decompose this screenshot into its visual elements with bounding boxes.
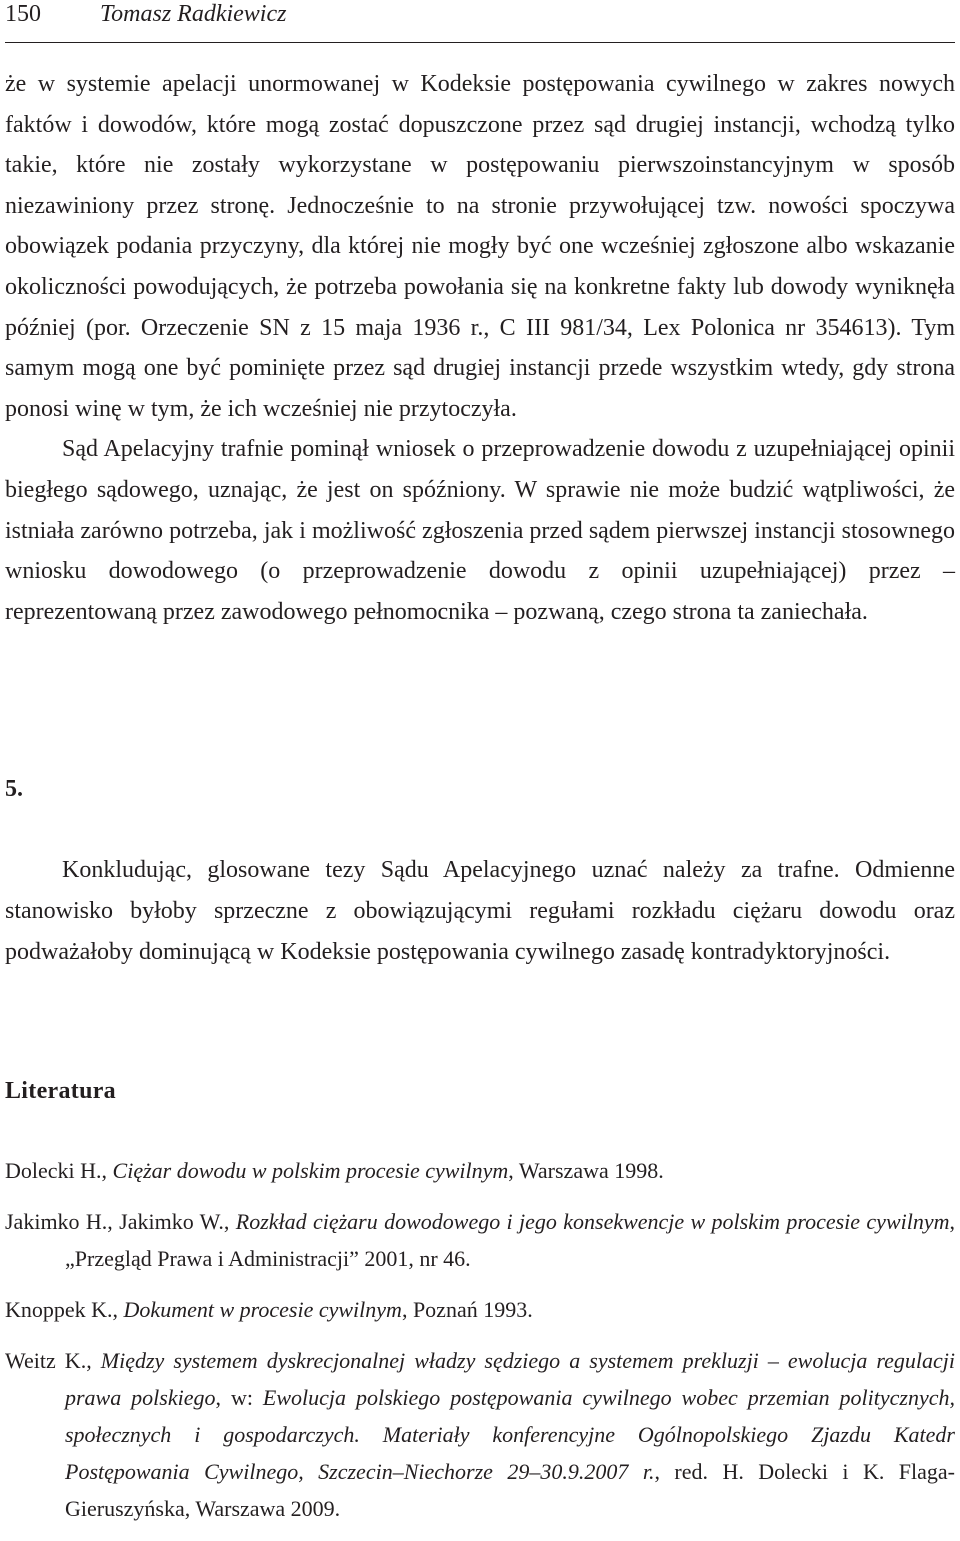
literature-heading: Literatura [5,1078,116,1104]
reference-item [5,1203,955,1277]
reference-details: , Warszawa 1998. [508,1158,664,1183]
body-text [5,64,955,632]
body-paragraph-1: że w systemie apelacji unormowanej w Kodeksie postępowania cywilnego w zakres nowych faktów i dowodów, które mogą zostać dopuszczone przez sąd drugiej instancji, wchodzą tylko takie, które nie zostały wykorzystane w postępowaniu pierwszoinstancyjnym w sposób niezawiniony przez stronę. Jednocześnie to na stronie przywołującej tzw. nowości spoczywa obowiązek podania przyczyny, dla której nie mogły być one wcześniej zgłoszone albo wskazanie okoliczności powodujących, że potrzeba powołania się na konkretne fakty lub dowody wyniknęła później (por. Orzeczenie SN z 15 maja 1936 r., C III 981/34, Lex Polonica nr 354613). Tym samym mogą one być pominięte przez sąd drugiej instancji przede wszystkim wtedy, gdy strona ponosi winę w tym, że ich wcześniej nie przytoczyła. [5,71,955,422]
reference-author: Knoppek K., [5,1297,119,1322]
reference-title: Dokument w procesie cywilnym [123,1297,402,1322]
reference-details: , Poznań 1993. [401,1297,533,1322]
conclusion-paragraph: Konkludując, glosowane tezy Sądu Apelacyjnego uznać należy za trafne. Odmienne stanowisko byłoby sprzeczne z obowiązującymi regułami rozkładu ciężaru dowodu oraz podważałoby dominującą w Kodeksie postępowania cywilnego zasadę kontradyktoryjności. [5,857,955,965]
reference-title: Rozkład ciężaru dowodowego i jego konsekwencje w polskim procesie cywilnym [235,1209,950,1234]
reference-author: Jakimko H., Jakimko W., [5,1209,230,1234]
reference-title: Ciężar dowodu w polskim procesie cywilnym [112,1158,509,1183]
body-paragraph-2: Sąd Apelacyjny trafnie pominął wniosek o przeprowadzenie dowodu z uzupełniającej opinii biegłego sądowego, uznając, że jest on spóźniony. W sprawie nie może budzić wątpliwości, że istniała zarówno potrzeba, jak i możliwość zgłoszenia przed sądem pierwszej instancji stosownego wniosku dowodowego (o przeprowadzenie dowodu z opinii uzupełniającej) przez – reprezentowaną przez zawodowego pełnomocnika – pozwaną, czego strona ta zaniechała. [5,436,955,625]
running-head-author: Tomasz Radkiewicz [100,1,287,27]
reference-author: Weitz K., [5,1348,92,1373]
page-header [5,0,955,43]
reference-item [5,1291,955,1328]
reference-list [5,1152,955,1541]
reference-connector: , w: [215,1385,263,1410]
reference-item [5,1152,955,1189]
reference-details: , „Przegląd Prawa i Administracji” 2001, nr 46. [65,1209,955,1271]
book-page [5,0,956,1521]
reference-author: Dolecki H., [5,1158,108,1183]
reference-title: Między systemem dyskrecjonalnej władzy sędziego a systemem prekluzji – ewolucja regulacji prawa polskiego [65,1348,955,1410]
page-number: 150 [5,1,41,27]
reference-collection-title: Ewolucja polskiego postępowania cywilnego wobec przemian politycznych, społecznych i gospodarczych. Materiały konferencyjne Ogólnopolskiego Zjazdu Katedr Postępowania Cywilnego, Szczecin–Niechorze 29–30.9.2007 r. [65,1385,956,1484]
reference-details: , red. H. Dolecki i K. Flaga-Gieruszyńska, Warszawa 2009. [65,1459,956,1521]
reference-item [5,1342,955,1527]
section-number: 5. [5,776,23,802]
